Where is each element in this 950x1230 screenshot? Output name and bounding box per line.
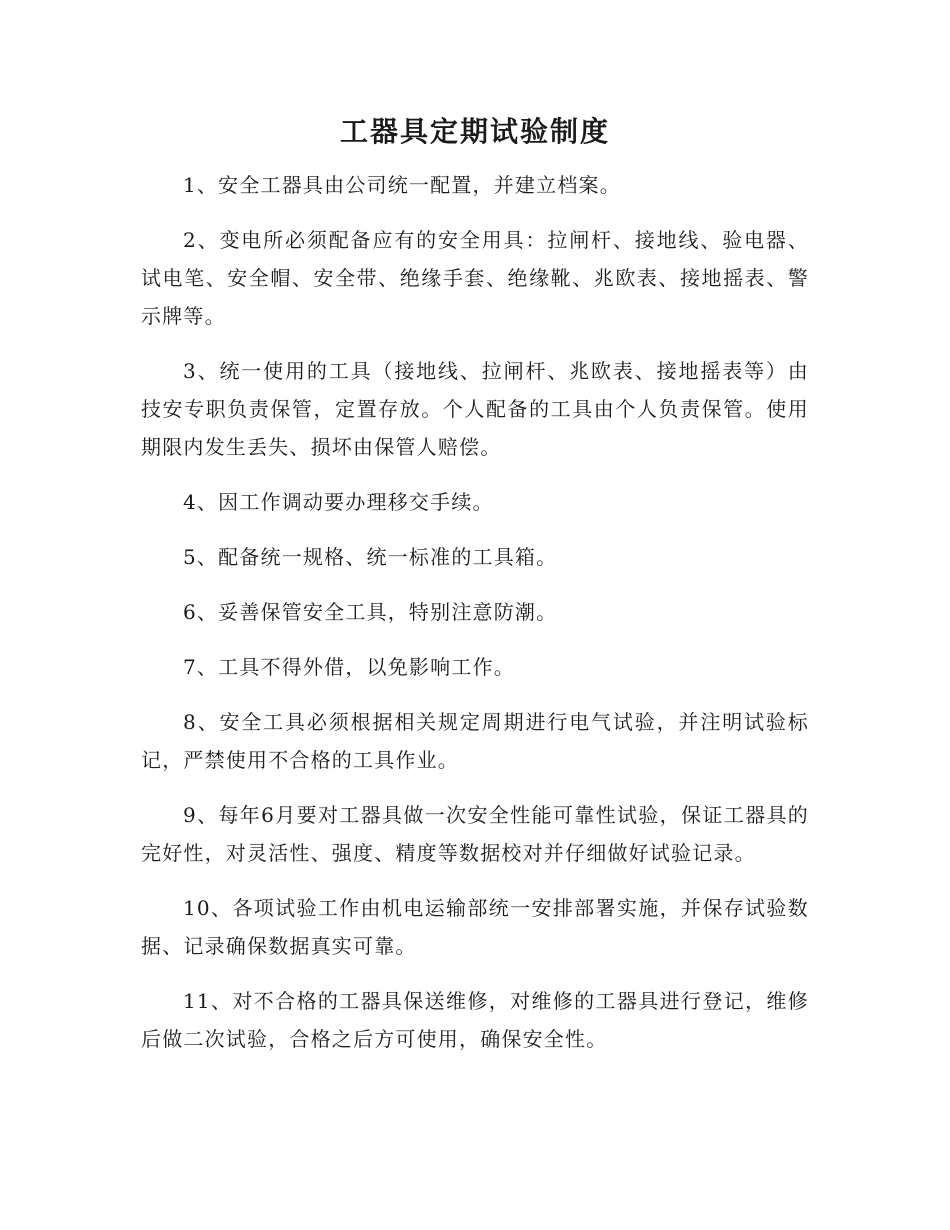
paragraph-5: 5、配备统一规格、统一标准的工具箱。 bbox=[183, 545, 558, 569]
paragraph-1: 1、安全工器具由公司统一配置，并建立档案。 bbox=[183, 173, 621, 197]
paragraph-10: 10、各项试验工作由机电运输部统一安排部署实施，并保存试验数据、记录确保数据真实可靠。 bbox=[141, 896, 809, 958]
paragraph-6: 6、妥善保管安全工具，特别注意防潮。 bbox=[183, 600, 558, 624]
document-title: 工器具定期试验制度 bbox=[339, 115, 610, 148]
paragraph-4: 4、因工作调动要办理移交手续。 bbox=[183, 490, 494, 514]
paragraph-8: 8、安全工具必须根据相关规定周期进行电气试验，并注明试验标记，严禁使用不合格的工具作业。 bbox=[141, 710, 809, 772]
paragraph-9: 9、每年6月要对工器具做一次安全性能可靠性试验，保证工器具的完好性，对灵活性、强度、精度等数据校对并仔细做好试验记录。 bbox=[141, 803, 809, 865]
paragraph-7: 7、工具不得外借，以免影响工作。 bbox=[183, 655, 515, 679]
paragraph-3: 3、统一使用的工具（接地线、拉闸杆、兆欧表、接地摇表等）由技安专职负责保管，定置存放。个人配备的工具由个人负责保管。使用期限内发生丢失、损坏由保管人赔偿。 bbox=[141, 359, 809, 459]
document-body bbox=[141, 166, 809, 1075]
paragraph-2: 2、变电所必须配备应有的安全用具：拉闸杆、接地线、验电器、试电笔、安全帽、安全带、绝缘手套、绝缘靴、兆欧表、接地摇表、警示牌等。 bbox=[141, 228, 809, 328]
paragraph-11: 11、对不合格的工器具保送维修，对维修的工器具进行登记，维修后做二次试验，合格之后方可使用，确保安全性。 bbox=[141, 989, 809, 1051]
